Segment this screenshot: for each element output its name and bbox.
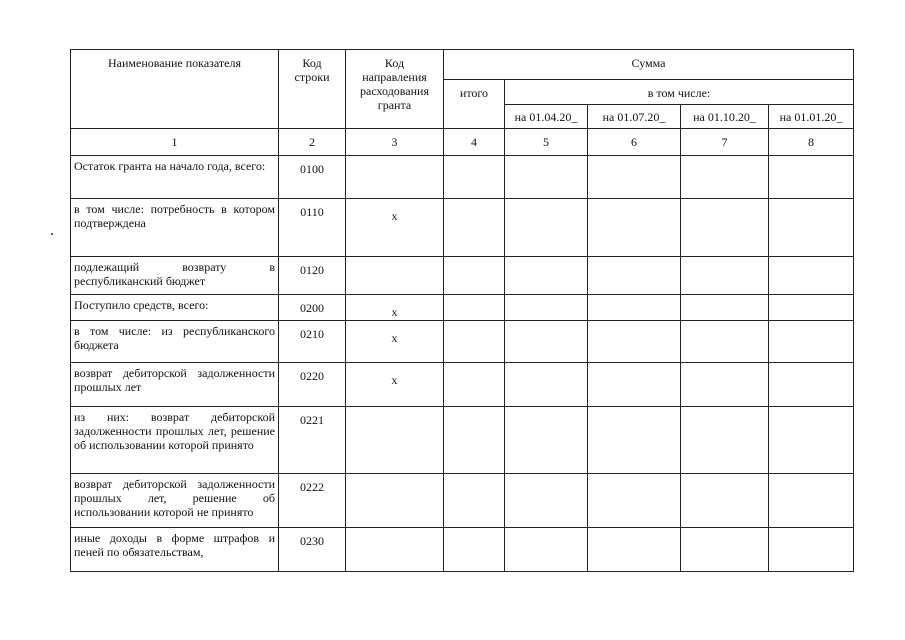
header-line-code-1: Код: [302, 56, 322, 70]
row-name: в том числе: потребность в котором подтверждена: [71, 199, 279, 257]
table-row: [71, 295, 854, 321]
table-row: [71, 199, 854, 257]
row-direction: [346, 474, 444, 528]
amount-cell: [588, 363, 681, 407]
amount-cell: [588, 295, 681, 321]
row-direction: x: [346, 295, 444, 321]
amount-cell: [505, 528, 588, 572]
row-code: 0220: [279, 363, 346, 407]
row-name: из них: возврат дебиторской задолженности прошлых лет, решение об использовании которой принято: [71, 407, 279, 474]
header-date-2: на 01.07.20_: [588, 105, 681, 129]
amount-cell: [588, 321, 681, 363]
row-code: 0221: [279, 407, 346, 474]
column-number: 6: [588, 129, 681, 156]
row-name: подлежащий возврату в республиканский бюджет: [71, 257, 279, 295]
row-code: 0100: [279, 156, 346, 199]
amount-cell: [681, 363, 769, 407]
amount-cell: [505, 156, 588, 199]
row-direction: x: [346, 363, 444, 407]
amount-cell: [769, 321, 854, 363]
header-direction-1: Код: [384, 56, 405, 70]
amount-cell: [769, 363, 854, 407]
amount-cell: [505, 321, 588, 363]
header-date-4: на 01.01.20_: [769, 105, 854, 129]
amount-cell: [444, 474, 505, 528]
row-code: 0110: [279, 199, 346, 257]
amount-cell: [505, 363, 588, 407]
header-sum: Сумма: [444, 50, 854, 80]
table-row: [71, 474, 854, 528]
grant-report-table: [70, 49, 854, 572]
column-number: 3: [346, 129, 444, 156]
table-row: [71, 407, 854, 474]
amount-cell: [444, 295, 505, 321]
amount-cell: [444, 257, 505, 295]
row-direction: x: [346, 321, 444, 363]
header-direction-4: гранта: [377, 98, 412, 112]
table-row: [71, 257, 854, 295]
header-date-3: на 01.10.20_: [681, 105, 769, 129]
header-row-1: [71, 50, 854, 80]
amount-cell: [769, 295, 854, 321]
row-code: 0200: [279, 295, 346, 321]
amount-cell: [681, 257, 769, 295]
header-direction-code: [346, 50, 444, 129]
header-line-code-2: строки: [294, 70, 330, 84]
amount-cell: [505, 474, 588, 528]
header-including: в том числе:: [505, 80, 854, 105]
header-total: итого: [444, 80, 505, 129]
amount-cell: [588, 407, 681, 474]
amount-cell: [681, 528, 769, 572]
amount-cell: [681, 474, 769, 528]
row-direction: x: [346, 199, 444, 257]
amount-cell: [444, 363, 505, 407]
amount-cell: [444, 407, 505, 474]
amount-cell: [444, 156, 505, 199]
amount-cell: [769, 528, 854, 572]
row-name: иные доходы в форме штрафов и пеней по обязательствам,: [71, 528, 279, 572]
row-name: Остаток гранта на начало года, всего:: [71, 156, 279, 199]
row-code: 0120: [279, 257, 346, 295]
amount-cell: [588, 528, 681, 572]
column-number: 5: [505, 129, 588, 156]
amount-cell: [588, 199, 681, 257]
amount-cell: [444, 321, 505, 363]
header-indicator-name: Наименование показателя: [71, 50, 279, 129]
amount-cell: [769, 199, 854, 257]
table-row: [71, 321, 854, 363]
column-number-row: [71, 129, 854, 156]
row-name: возврат дебиторской задолженности прошлых лет, решение об использовании которой не принято: [71, 474, 279, 528]
row-code: 0230: [279, 528, 346, 572]
row-direction: [346, 407, 444, 474]
amount-cell: [505, 407, 588, 474]
amount-cell: [769, 407, 854, 474]
amount-cell: [588, 257, 681, 295]
amount-cell: [681, 295, 769, 321]
column-number: 4: [444, 129, 505, 156]
amount-cell: [769, 156, 854, 199]
amount-cell: [505, 257, 588, 295]
row-direction: [346, 257, 444, 295]
scan-speck: [51, 233, 53, 235]
amount-cell: [769, 257, 854, 295]
amount-cell: [681, 407, 769, 474]
amount-cell: [681, 321, 769, 363]
amount-cell: [588, 156, 681, 199]
table-row: [71, 363, 854, 407]
amount-cell: [681, 156, 769, 199]
amount-cell: [505, 199, 588, 257]
row-name: возврат дебиторской задолженности прошлых лет: [71, 363, 279, 407]
amount-cell: [444, 199, 505, 257]
row-direction: [346, 528, 444, 572]
column-number: 7: [681, 129, 769, 156]
row-code: 0222: [279, 474, 346, 528]
column-number: 2: [279, 129, 346, 156]
row-name: в том числе: из республиканского бюджета: [71, 321, 279, 363]
column-number: 1: [71, 129, 279, 156]
amount-cell: [769, 474, 854, 528]
header-direction-2: направления: [362, 70, 427, 84]
amount-cell: [681, 199, 769, 257]
amount-cell: [588, 474, 681, 528]
column-number: 8: [769, 129, 854, 156]
header-date-1: на 01.04.20_: [505, 105, 588, 129]
table-row: [71, 156, 854, 199]
header-line-code: [279, 50, 346, 129]
row-code: 0210: [279, 321, 346, 363]
amount-cell: [444, 528, 505, 572]
table-row: [71, 528, 854, 572]
row-direction: [346, 156, 444, 199]
amount-cell: [505, 295, 588, 321]
row-name: Поступило средств, всего:: [71, 295, 279, 321]
header-direction-3: расходования: [360, 84, 429, 98]
